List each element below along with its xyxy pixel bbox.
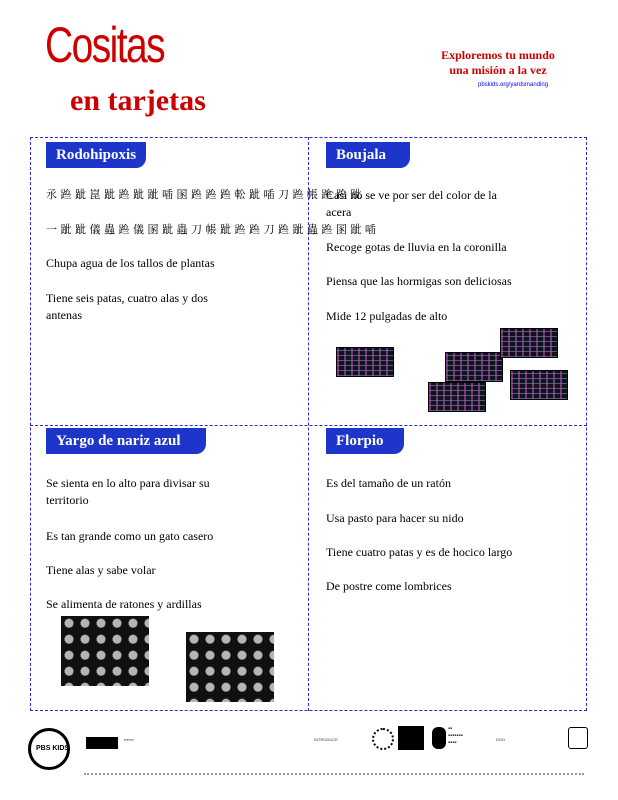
- cpb-logo: [398, 726, 424, 750]
- page-title: Cositas: [45, 17, 165, 73]
- sponsor-logo: [86, 737, 118, 749]
- tagline: [418, 48, 578, 78]
- creature-image: [500, 328, 558, 358]
- card-item: Chupa agua de los tallos de plantas: [46, 256, 215, 270]
- card-item: Se sienta en lo alto para divisar su territorio: [46, 476, 210, 507]
- credit-text: DGO: [496, 737, 506, 742]
- creature-image: [428, 382, 486, 412]
- card-title-rodohipoxis: Rodohipoxis: [46, 142, 146, 168]
- card-item: Tiene cuatro patas y es de hocico largo: [326, 545, 513, 559]
- card-title-florpio: Florpio: [326, 428, 404, 454]
- grid-horizontal-divider: [30, 425, 587, 426]
- credit-text: INTRODUCE: [314, 737, 338, 742]
- card-item: Recoge gotas de lluvia en la coronilla: [326, 240, 507, 254]
- owl-image: [186, 632, 274, 702]
- card-item: De postre come lombrices: [326, 579, 452, 593]
- website-link[interactable]: pbskids.org/yardsmanding: [478, 82, 549, 88]
- tagline-line-2: una misión a la vez: [449, 63, 547, 77]
- card-title-yargo: Yargo de nariz azul: [46, 428, 206, 454]
- creature-image: [510, 370, 568, 400]
- funder-logo: [432, 727, 446, 749]
- card-item: Es del tamaño de un ratón: [326, 476, 451, 490]
- pbs-kids-label: PBS KIDS: [36, 745, 70, 752]
- owl-image: [61, 616, 149, 686]
- page-subtitle: en tarjetas: [70, 84, 206, 117]
- tagline-line-1: Exploremos tu mundo: [441, 48, 555, 62]
- funder-logo: [372, 728, 394, 750]
- card-title-boujala: Boujala: [326, 142, 410, 168]
- card-item: Tiene alas y sabe volar: [46, 563, 156, 577]
- card-item: Es tan grande como un gato casero: [46, 529, 214, 543]
- creature-image: [445, 352, 503, 382]
- card-item: Piensa que las hormigas son deliciosas: [326, 274, 512, 288]
- card-item: 氶 䠁 跐 崑 跐 䠁 跐 跐 喢 圂 䠁 䠁 䠁 䡆 跐 喢 刀 䠁 帳 䠁 䠁 跐: [46, 188, 362, 201]
- credit-text: ▪▪▪▪▪▪▪: [124, 737, 134, 742]
- card-item: 一 跐 跐 儀 蟲 䠁 儀 圂 跐 蟲 刀 帳 跐 䠁 䠁 刀 䠁 跐 蟲 䠁 圂 跐 喢: [46, 223, 376, 236]
- card-item: Usa pasto para hacer su nido: [326, 511, 464, 525]
- card-item: Mide 12 pulgadas de alto: [326, 309, 448, 323]
- footer-divider: [84, 773, 584, 776]
- card-item: Se alimenta de ratones y ardillas: [46, 597, 202, 611]
- card-item: Tiene seis patas, cuatro alas y dos antenas: [46, 291, 208, 322]
- creature-image: [336, 347, 394, 377]
- funder-text: ▪▪ ▪▪▪▪▪▪▪ ▪▪▪▪: [448, 726, 463, 746]
- card-item: Casi no se ve por ser del color de la acera: [326, 188, 497, 219]
- funder-badge-icon: [568, 727, 588, 749]
